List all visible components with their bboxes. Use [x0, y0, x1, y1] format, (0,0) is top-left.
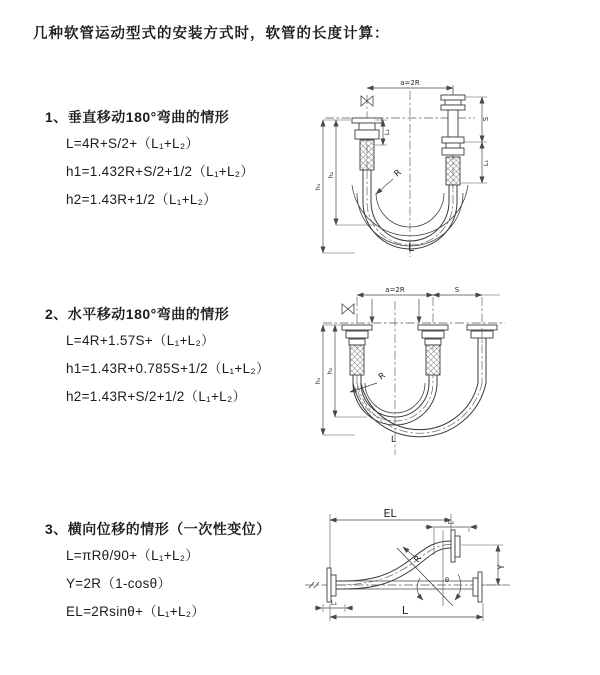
length-label: L [391, 435, 396, 445]
page-title: 几种软管运动型式的安装方式时，软管的长度计算： [33, 26, 390, 42]
dim-label-a2r: a=2R [385, 286, 405, 294]
braid-section [426, 345, 440, 375]
dim-label-l: L [401, 604, 409, 617]
section-3-heading: 3、横向位移的情形（一次性变位） [45, 521, 271, 537]
left-hose-fitting [342, 325, 372, 375]
dim-label-h2: h₂ [326, 367, 334, 375]
braid-section [360, 140, 374, 170]
valve-icon [342, 304, 354, 314]
formula-h2: h2=1.43R+1/2（L₁+L₂） [66, 192, 217, 207]
s-curved-hose [336, 541, 451, 589]
section-1-heading: 1、垂直移动180°弯曲的情形 [45, 109, 230, 125]
dim-label-l1: L₁ [482, 159, 490, 167]
formula-el: EL=2Rsinθ+（L₁+L₂） [66, 604, 206, 619]
vertical-bend-diagram [315, 75, 600, 260]
left-flange [327, 568, 336, 602]
formula-h2: h2=1.43R+S/2+1/2（L₁+L₂） [66, 389, 247, 404]
dim-label-y: Y [497, 564, 507, 570]
dimension-l1-right [482, 142, 490, 183]
u-shaped-hose-position2 [353, 328, 486, 437]
formula-h1: h1=1.432R+S/2+1/2（L₁+L₂） [66, 164, 255, 179]
section-lateral-displacement [45, 521, 271, 619]
dimension-a2r [357, 286, 433, 295]
radius-label: R [376, 370, 388, 383]
radius-label: R [392, 167, 404, 180]
dim-label-l1: L₁ [330, 599, 338, 607]
right-hose-fitting [441, 95, 465, 185]
horizontal-bend-diagram [315, 283, 600, 463]
section-3-formulas [66, 548, 271, 619]
section-2-formulas [66, 333, 270, 404]
formula-h1: h1=1.43R+0.785S+1/2（L₁+L₂） [66, 361, 270, 376]
radius-label: R [412, 554, 425, 565]
dim-label-h1: h₁ [314, 183, 322, 191]
middle-hose-fitting [418, 325, 448, 375]
radius-callout [376, 168, 404, 194]
dim-label-s: S [454, 286, 460, 294]
left-hose-fitting [352, 118, 382, 170]
braid-section [350, 345, 364, 375]
formula-y: Y=2R（1-cosθ） [66, 576, 172, 591]
dim-label-el: EL [383, 507, 397, 520]
dimension-l1 [315, 599, 353, 612]
dim-label-a2r: a=2R [400, 79, 420, 87]
dimension-y [461, 545, 507, 585]
section-horizontal-movement [45, 306, 270, 404]
dimension-el [330, 507, 451, 568]
dim-label-l1: L₁ [383, 128, 391, 136]
lower-right-flange [473, 572, 482, 602]
dim-label-s: S [482, 116, 490, 122]
length-label: L [408, 241, 415, 254]
dimension-s [433, 286, 500, 295]
theta-label: θ [445, 576, 449, 584]
section-1-formulas [66, 136, 254, 207]
fitting-length-arrows [372, 299, 419, 323]
formula-length: L=4R+1.57S+（L₁+L₂） [66, 333, 215, 348]
braid-section [446, 157, 460, 185]
section-2-heading: 2、水平移动180°弯曲的情形 [45, 306, 230, 322]
formula-length: L=4R+S/2+（L₁+L₂） [66, 136, 200, 151]
dim-label-l2: L₂ [447, 518, 455, 526]
dimension-h1 [314, 120, 355, 253]
formula-length: L=πRθ/90+（L₁+L₂） [66, 548, 200, 563]
dimension-l [330, 603, 483, 621]
upper-right-flange [451, 530, 460, 562]
dim-label-h1: h₁ [314, 377, 322, 385]
section-vertical-movement [45, 109, 254, 207]
dim-label-h2: h₂ [327, 171, 335, 179]
lateral-displacement-diagram [295, 500, 600, 650]
